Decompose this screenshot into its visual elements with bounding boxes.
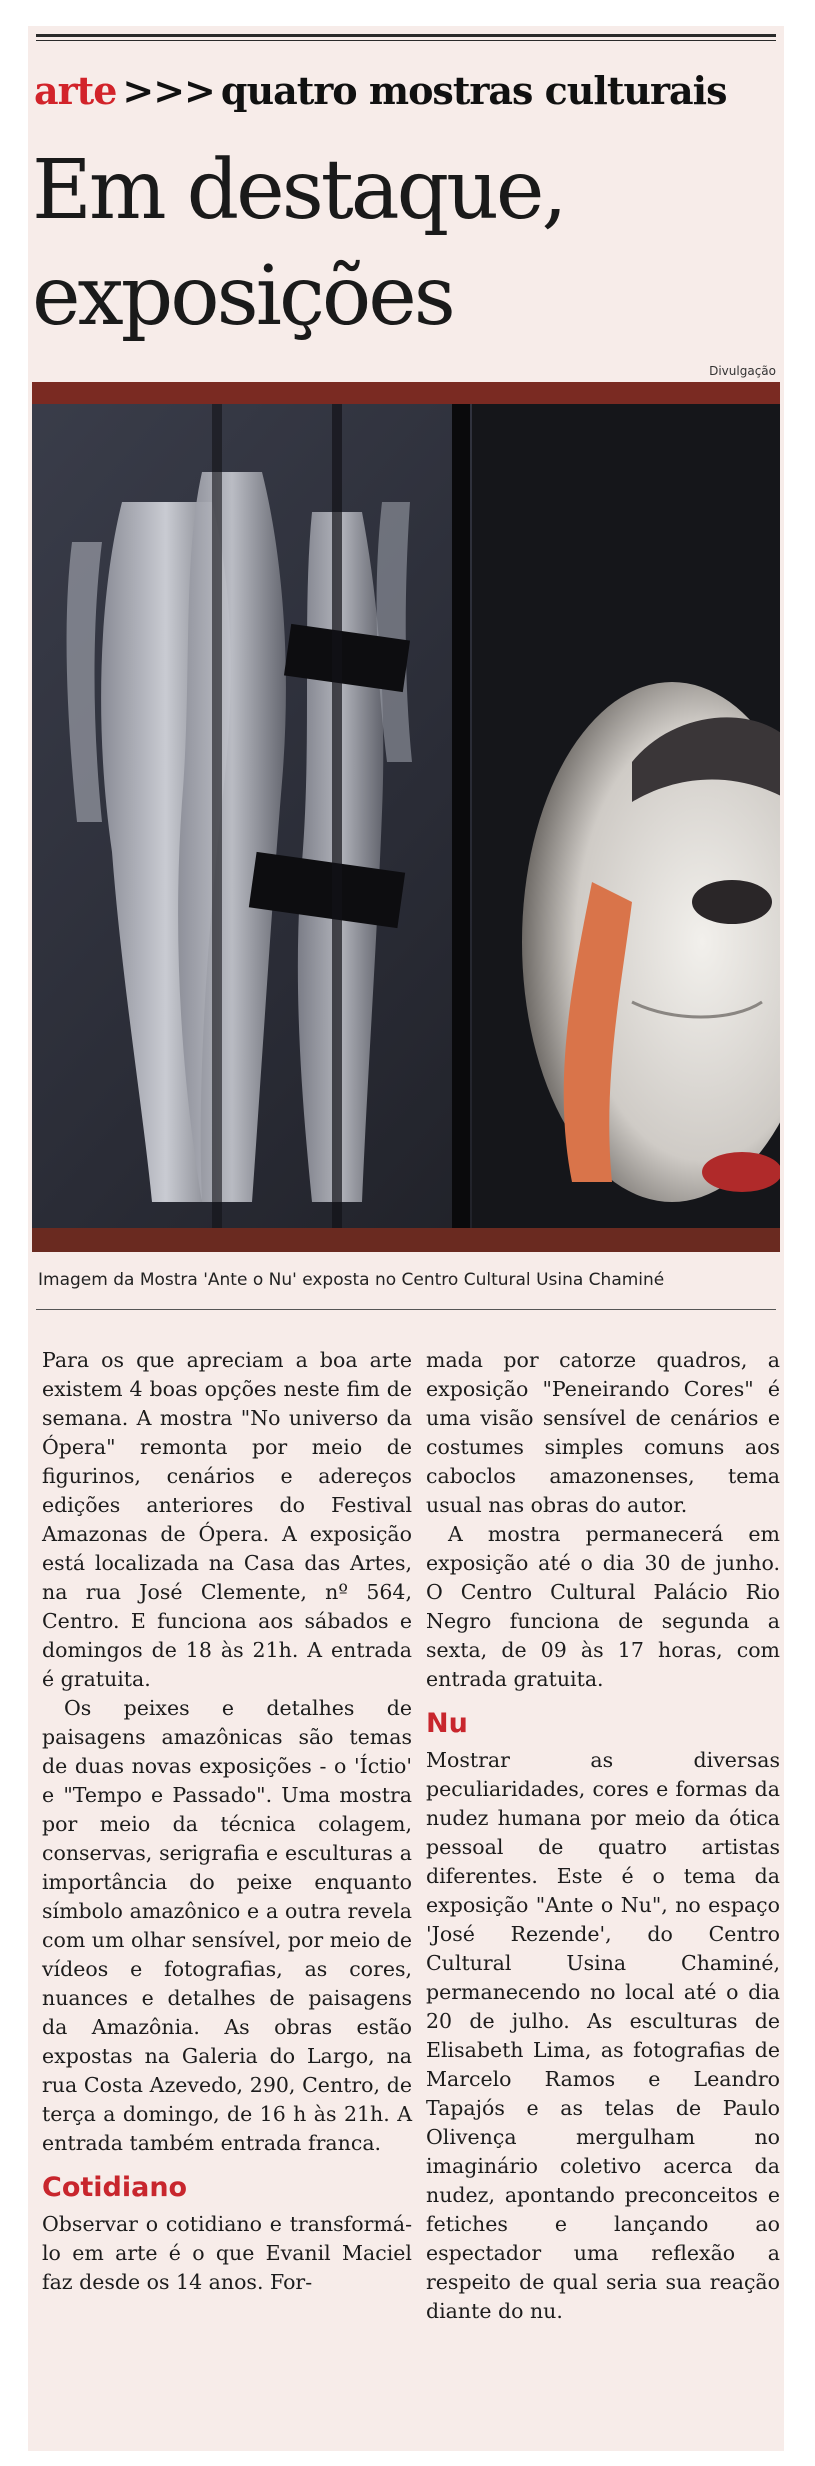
newspaper-clipping [28,26,784,2451]
paragraph: Mostrar as diversas peculiaridades, cores e formas da nudez humana por meio da ótica pessoal de quatro artistas diferentes. Este é o tema da exposição "Ante o Nu", no espaço 'José Rezende', do Centro Cultural Usina Chaminé, permanecendo no local até o dia 20 de julho. As esculturas de Elisabeth Lima, as fotografias de Marcelo Ramos e Leandro Tapajós e as telas de Paulo Olivença mergulham no imaginário coletivo acerca da nudez, apontando preconceitos e fetiches e lançando ao espectador uma reflexão a respeito de qual seria sua reação diante do nu. [426,1748,780,2323]
kicker-arrows: >>> [122,68,215,113]
photo-caption: Imagem da Mostra 'Ante o Nu' exposta no Centro Cultural Usina Chaminé [38,1270,665,1290]
top-rule-thin [36,40,776,41]
top-rule [36,34,776,37]
exhibition-photo [32,382,780,1252]
paragraph: Observar o cotidiano e transformá-lo em arte é o que Evanil Maciel faz desde os 14 anos. For- [42,2212,412,2294]
photo-credit: Divulgação [709,364,776,378]
paragraph: Para os que apreciam a boa arte existem 4 boas opções neste fim de semana. A mostra "No universo da Ópera" remonta por meio de figurinos, cenários e adereços edições anteriores do Festival Amazonas de Ópera. A exposição está localizada na Casa das Artes, na rua José Clemente, nº 564, Centro. E funciona aos sábados e domingos de 18 às 21h. A entrada é gratuita. [42,1348,412,1691]
paragraph: A mostra permanecerá em exposição até o dia 30 de junho. O Centro Cultural Palácio Rio Negro funciona de segunda a sexta, de 09 às 17 horas, com entrada gratuita. [426,1522,780,1691]
subhead-nu: Nu [426,1708,468,1739]
paragraph: mada por catorze quadros, a exposição "Peneirando Cores" é uma visão sensível de cenários e costumes simples comuns aos caboclos amazonenses, tema usual nas obras do autor. [426,1348,780,1517]
headline [32,138,780,350]
photo-illustration [32,382,780,1252]
section-name: arte [34,68,117,113]
article-column-left [42,1346,412,2297]
subhead-cotidiano: Cotidiano [42,2172,188,2203]
section-kicker [34,68,780,113]
headline-line-1: Em destaque, [32,143,565,238]
kicker-topic: quatro mostras culturais [220,68,727,113]
headline-line-2: exposições [32,249,453,344]
caption-rule [36,1309,776,1310]
paragraph: Os peixes e detalhes de paisagens amazônicas são temas de duas novas exposições - o 'Íctio' e "Tempo e Passado". Uma mostra por meio da técnica colagem, conservas, serigrafia e esculturas a importância do peixe enquanto símbolo amazônico e a outra revela com um olhar sensível, por meio de vídeos e fotografias, as cores, nuances e detalhes de paisagens da Amazônia. As obras estão expostas na Galeria do Largo, na rua Costa Azevedo, 290, Centro, de terça a domingo, de 16 h às 21h. A entrada também entrada franca. [42,1696,412,2155]
article-column-right [426,1346,780,2326]
